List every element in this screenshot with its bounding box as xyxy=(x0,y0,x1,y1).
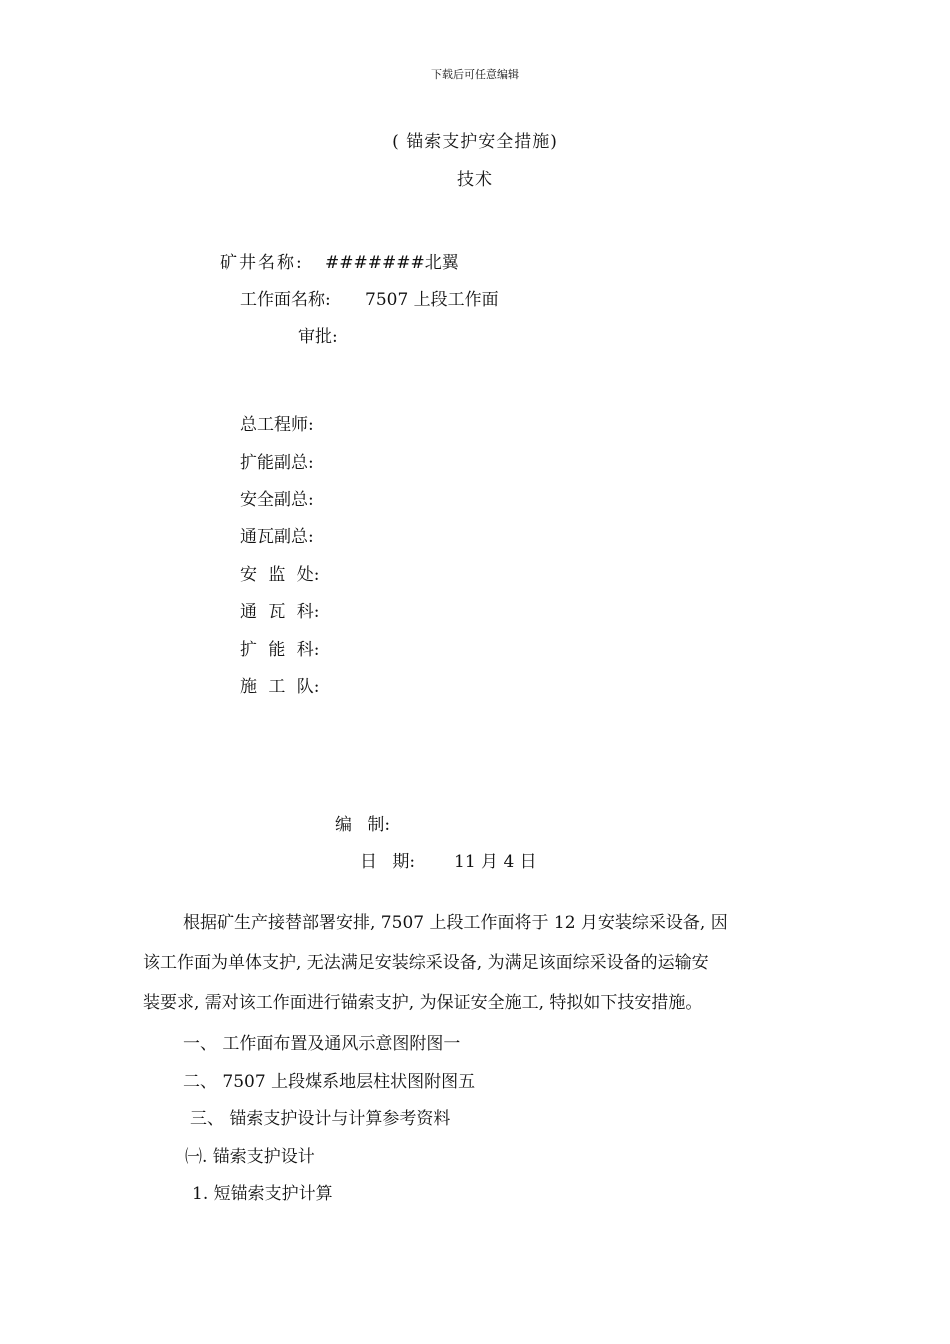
approver-safety-deputy: 安全副总: xyxy=(240,490,314,510)
section-item-3: 三、 锚索支护设计与计算参考资料 xyxy=(190,1109,451,1129)
approver-expansion-section: 扩 能 科: xyxy=(240,640,320,660)
document-title: ( 锚索支护安全措施) xyxy=(392,132,558,152)
approver-safety-supervision: 安 监 处: xyxy=(240,565,320,585)
paragraph-line: 装要求, 需对该工作面进行锚索支护, 为保证安全施工, 特拟如下技安措施。 xyxy=(143,993,703,1013)
paragraph-line: 根据矿生产接替部署安排, 7507 上段工作面将于 12 月安装综采设备, 因 xyxy=(183,913,728,933)
compiler-label: 编 制: xyxy=(335,815,391,835)
download-note: 下载后可任意编辑 xyxy=(431,68,519,81)
approver-ventilation-deputy: 通瓦副总: xyxy=(240,527,314,547)
approval-label: 审批: xyxy=(298,327,338,347)
paragraph-line: 该工作面为单体支护, 无法满足安装综采设备, 为满足该面综采设备的运输安 xyxy=(143,953,709,973)
approver-chief-engineer: 总工程师: xyxy=(240,415,314,435)
subsection-item-1: ㈠. 锚索支护设计 xyxy=(185,1147,315,1167)
document-subtitle: 技术 xyxy=(457,170,493,190)
approver-ventilation-section: 通 瓦 科: xyxy=(240,602,320,622)
section-item-1: 一、 工作面布置及通风示意图附图一 xyxy=(183,1034,461,1054)
mine-name-label: 矿井名称: xyxy=(220,253,304,273)
subsection-item-1-1: 1. 短锚索支护计算 xyxy=(192,1184,333,1204)
date-value: 11 月 4 日 xyxy=(454,852,537,872)
approver-expansion-deputy: 扩能副总: xyxy=(240,453,314,473)
intro-paragraph xyxy=(143,912,815,1032)
date-label: 日 期: xyxy=(360,852,416,872)
approver-construction-team: 施 工 队: xyxy=(240,677,320,697)
mine-name-value: #######北翼 xyxy=(325,253,459,273)
work-face-value: 7507 上段工作面 xyxy=(365,290,499,310)
section-item-2: 二、 7507 上段煤系地层柱状图附图五 xyxy=(183,1072,476,1092)
work-face-label: 工作面名称: xyxy=(240,290,331,310)
